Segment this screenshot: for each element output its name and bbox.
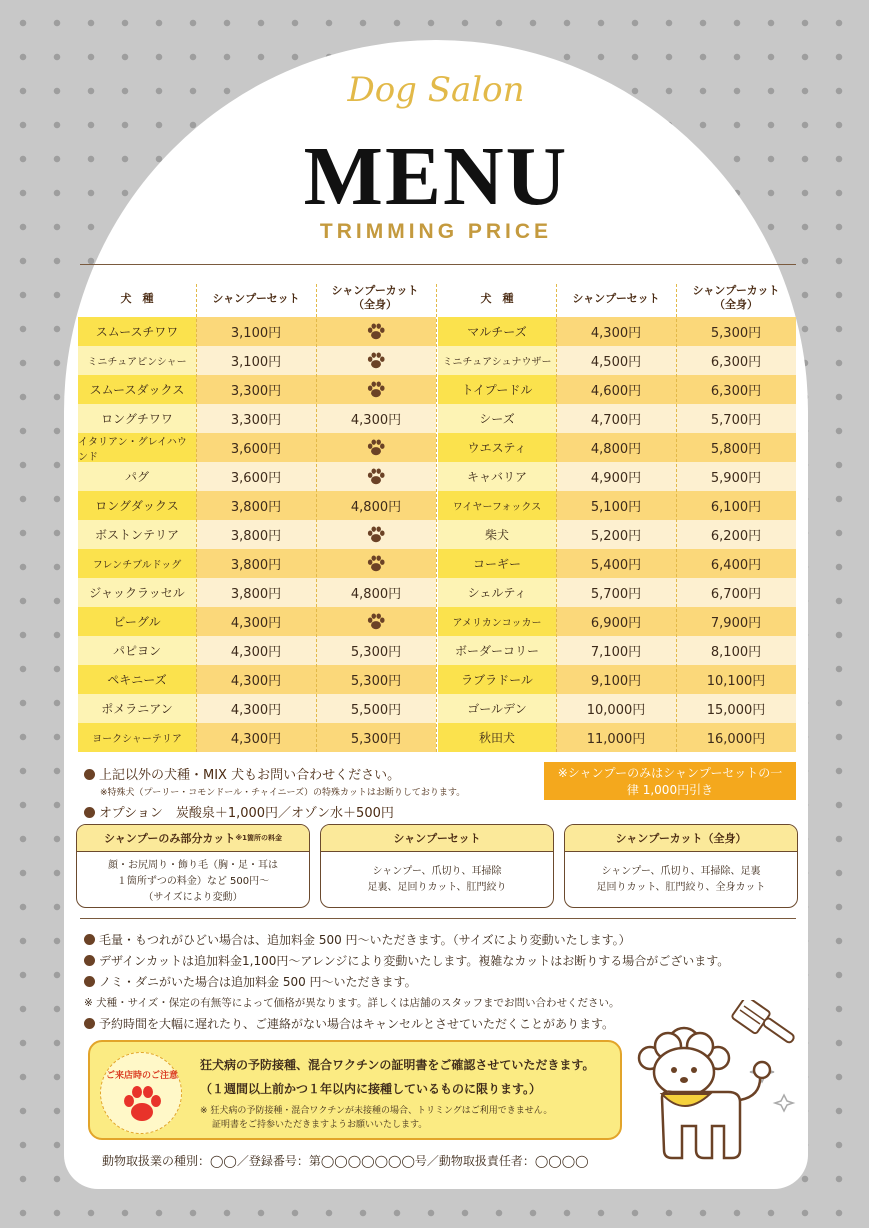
shampoo-set-price: 5,100円 (556, 491, 676, 520)
header-cut-sublabel: （全身） (714, 298, 758, 311)
box-body (565, 852, 797, 896)
header-cut-label: シャンプーカット (331, 284, 419, 297)
note-small: ※特殊犬（プーリー・コモンドール・チャイニーズ）の特殊カットはお断りしております。 (100, 788, 466, 798)
breed-cell: シェルティ (438, 578, 556, 607)
paw-icon (366, 439, 386, 457)
paw-cell (316, 607, 436, 636)
policy-text: ノミ・ダニがいた場合は追加料金 500 円～いただきます。 (99, 975, 417, 989)
box-body-line: シャンプー、爪切り、耳掃除 (372, 866, 502, 877)
bullet-icon (84, 807, 95, 818)
shampoo-only-discount: ※シャンプーのみはシャンプーセットの一律 1,000円引き (544, 762, 796, 800)
paw-cell (316, 317, 436, 346)
shampoo-set-price: 9,100円 (556, 665, 676, 694)
box-body-line: １箇所ずつの料金）など 500円～ (116, 876, 270, 887)
shampoo-cut-price: 4,300円 (316, 404, 436, 433)
bullet-icon (84, 1018, 95, 1029)
policy-item (84, 951, 729, 972)
shampoo-cut-price: 5,300円 (316, 665, 436, 694)
poodle-illustration (632, 1000, 802, 1170)
shampoo-set-price: 3,600円 (196, 433, 316, 462)
paw-icon (366, 468, 386, 486)
breed-cell: ビーグル (78, 607, 196, 636)
header-set-left: シャンプーセット (212, 292, 300, 305)
box-body (321, 852, 553, 896)
breed-cell: アメリカンコッカー (438, 607, 556, 636)
shampoo-set-price: 4,300円 (196, 607, 316, 636)
option-text: オプション 炭酸泉＋1,000円／オゾン水＋500円 (99, 806, 394, 821)
shampoo-cut-price: 6,300円 (676, 375, 796, 404)
notice-line: 狂犬病の予防接種、混合ワクチンの証明書をご確認させていただきます。 (200, 1058, 595, 1072)
shampoo-cut-price: 8,100円 (676, 636, 796, 665)
breed-cell: スムースダックス (78, 375, 196, 404)
paw-icon (366, 323, 386, 341)
shampoo-set-price: 3,300円 (196, 375, 316, 404)
paw-cell (316, 346, 436, 375)
shampoo-set-price: 7,100円 (556, 636, 676, 665)
header-cut-label: シャンプーカット (692, 284, 780, 297)
shampoo-set-price: 3,800円 (196, 491, 316, 520)
breed-cell: パピヨン (78, 636, 196, 665)
box-body-line: 足裏、足回りカット、肛門絞り (367, 882, 507, 893)
bullet-icon (84, 955, 95, 966)
header-set-right: シャンプーセット (572, 292, 660, 305)
breed-cell: ミニチュアシュナウザー (438, 346, 556, 375)
paw-icon (121, 1085, 163, 1125)
column-separator (676, 284, 677, 752)
paw-icon (366, 555, 386, 573)
breed-cell: パグ (78, 462, 196, 491)
breed-cell: ペキニーズ (78, 665, 196, 694)
notice-badge (100, 1052, 182, 1134)
notice-small-line: ※ 狂犬病の予防接種・混合ワクチンが未接種の場合、トリミングはご利用できません。 (200, 1106, 553, 1116)
paw-icon (366, 526, 386, 544)
shampoo-cut-price: 6,200円 (676, 520, 796, 549)
notice-badge-text: ご来店時のご注意 (105, 1071, 178, 1081)
shampoo-cut-price: 5,500円 (316, 694, 436, 723)
breed-cell: ボストンテリア (78, 520, 196, 549)
shampoo-cut-price: 6,300円 (676, 346, 796, 375)
shampoo-cut-price: 5,300円 (676, 317, 796, 346)
policy-text: 毛量・もつれがひどい場合は、追加料金 500 円～いただきます。（サイズにより変動いたします。） (99, 933, 631, 947)
notice-small-line: 証明書をご持参いただきますようお願いいたします。 (212, 1120, 428, 1130)
page-title: MENU (303, 130, 569, 223)
breed-cell: ポメラニアン (78, 694, 196, 723)
column-separator (316, 284, 317, 752)
shampoo-set-price: 4,700円 (556, 404, 676, 433)
policy-item (84, 930, 729, 951)
breed-cell: ゴールデン (438, 694, 556, 723)
visit-notice (88, 1040, 622, 1140)
breed-cell: 柴犬 (438, 520, 556, 549)
breed-cell: ワイヤーフォックス (438, 491, 556, 520)
shampoo-cut-price: 4,800円 (316, 491, 436, 520)
note-line (84, 764, 465, 783)
box-shampoo-cut (564, 824, 798, 908)
note-line (84, 802, 465, 821)
shampoo-set-price: 4,800円 (556, 433, 676, 462)
shampoo-set-price: 4,900円 (556, 462, 676, 491)
breed-cell: トイプードル (438, 375, 556, 404)
shampoo-set-price: 4,300円 (196, 665, 316, 694)
shampoo-set-price: 3,800円 (196, 520, 316, 549)
paw-cell (316, 520, 436, 549)
breed-cell: ジャックラッセル (78, 578, 196, 607)
notice-line: （１週間以上前かつ１年以内に接種しているものに限ります。） (200, 1082, 542, 1096)
breed-cell: ボーダーコリー (438, 636, 556, 665)
bullet-icon (84, 934, 95, 945)
breed-cell: キャバリア (438, 462, 556, 491)
shampoo-cut-price: 6,400円 (676, 549, 796, 578)
breed-cell: マルチーズ (438, 317, 556, 346)
paw-icon (366, 352, 386, 370)
policy-item (84, 972, 729, 993)
box-shampoo-set (320, 824, 554, 908)
shampoo-set-price: 11,000円 (556, 723, 676, 752)
shampoo-set-price: 3,800円 (196, 578, 316, 607)
paw-icon (366, 381, 386, 399)
box-title: シャンプーセット (321, 825, 553, 852)
paw-cell (316, 433, 436, 462)
box-title (77, 825, 309, 852)
header-breed-right: 犬 種 (480, 292, 514, 305)
breed-cell: ミニチュアピンシャー (78, 346, 196, 375)
shampoo-cut-price: 5,300円 (316, 723, 436, 752)
shampoo-set-price: 4,300円 (196, 636, 316, 665)
breed-cell: ラブラドール (438, 665, 556, 694)
shampoo-set-price: 5,400円 (556, 549, 676, 578)
breed-cell: ロングチワワ (78, 404, 196, 433)
box-body-line: （サイズにより変動） (143, 892, 243, 903)
shampoo-set-price: 4,300円 (196, 723, 316, 752)
breed-cell: ロングダックス (78, 491, 196, 520)
notice-small (200, 1104, 552, 1132)
breed-cell: ウエスティ (438, 433, 556, 462)
bullet-icon (84, 976, 95, 987)
column-separator (196, 284, 197, 752)
header-cut-right (676, 284, 796, 312)
header-cut-sublabel: （全身） (353, 298, 397, 311)
policy-item: ※ 犬種・サイズ・保定の有無等によって価格が異なります。詳しくは店舗のスタッフまでお問い合わせください。 (84, 997, 620, 1009)
policy-text: 予約時間を大幅に遅れたり、ご連絡がない場合はキャンセルとさせていただくことがあります。 (99, 1017, 615, 1031)
paw-icon (366, 613, 386, 631)
breed-cell: ヨークシャーテリア (78, 723, 196, 752)
box-title-text: シャンプーのみ部分カット (103, 832, 236, 845)
shampoo-set-price: 5,200円 (556, 520, 676, 549)
shampoo-set-price: 3,300円 (196, 404, 316, 433)
shampoo-cut-price: 16,000円 (676, 723, 796, 752)
column-separator (436, 284, 437, 752)
shampoo-set-price: 6,900円 (556, 607, 676, 636)
breed-cell: 秋田犬 (438, 723, 556, 752)
shampoo-cut-price: 6,700円 (676, 578, 796, 607)
box-body-line: 顔・お尻周り・飾り毛（胸・足・耳は (108, 860, 278, 871)
shampoo-cut-price: 15,000円 (676, 694, 796, 723)
box-title-note: ※1箇所の料金 (235, 834, 283, 842)
notes (84, 764, 465, 821)
shampoo-cut-price: 5,700円 (676, 404, 796, 433)
breed-cell: イタリアン・グレイハウンド (78, 433, 196, 462)
box-title: シャンプーカット（全身） (565, 825, 797, 852)
header-breed-left: 犬 種 (120, 292, 154, 305)
policy-text: デザインカットは追加料金1,100円～アレンジにより変動いたします。複雑なカットはお断りする場合がございます。 (99, 954, 730, 968)
box-body-line: シャンプー、爪切り、耳掃除、足裏 (601, 866, 761, 877)
menu-card (64, 40, 808, 1189)
shampoo-cut-price: 5,300円 (316, 636, 436, 665)
breed-cell: スムースチワワ (78, 317, 196, 346)
shampoo-set-price: 3,600円 (196, 462, 316, 491)
brush-icon (731, 1000, 795, 1044)
license-footer: 動物取扱業の種別：◯◯／登録番号：第◯◯◯◯◯◯◯号／動物取扱責任者：◯◯◯◯ (102, 1154, 589, 1168)
shampoo-set-price: 4,500円 (556, 346, 676, 375)
paw-cell (316, 549, 436, 578)
breed-cell: フレンチブルドッグ (78, 549, 196, 578)
shampoo-cut-price: 6,100円 (676, 491, 796, 520)
shampoo-set-price: 3,100円 (196, 317, 316, 346)
shampoo-cut-price: 7,900円 (676, 607, 796, 636)
shampoo-cut-price: 5,900円 (676, 462, 796, 491)
shampoo-cut-price: 10,100円 (676, 665, 796, 694)
page-subtitle: TRIMMING PRICE (319, 220, 553, 243)
box-partial-cut (76, 824, 310, 908)
note-text: 上記以外の犬種・MIX 犬もお問い合わせください。 (99, 768, 401, 783)
box-body (77, 852, 309, 906)
shampoo-set-price: 4,300円 (556, 317, 676, 346)
breed-cell: シーズ (438, 404, 556, 433)
salon-script-title: Dog Salon (347, 70, 525, 110)
shampoo-set-price: 3,800円 (196, 549, 316, 578)
divider (80, 918, 796, 919)
column-separator (556, 284, 557, 752)
bullet-icon (84, 769, 95, 780)
shampoo-set-price: 5,700円 (556, 578, 676, 607)
shampoo-set-price: 10,000円 (556, 694, 676, 723)
shampoo-cut-price: 4,800円 (316, 578, 436, 607)
shampoo-cut-price: 5,800円 (676, 433, 796, 462)
paw-cell (316, 462, 436, 491)
divider (80, 264, 796, 265)
header-cut-left (316, 284, 434, 312)
breed-cell: コーギー (438, 549, 556, 578)
shampoo-set-price: 3,100円 (196, 346, 316, 375)
shampoo-set-price: 4,300円 (196, 694, 316, 723)
shampoo-set-price: 4,600円 (556, 375, 676, 404)
box-body-line: 足回りカット、肛門絞り、全身カット (596, 882, 766, 893)
paw-cell (316, 375, 436, 404)
